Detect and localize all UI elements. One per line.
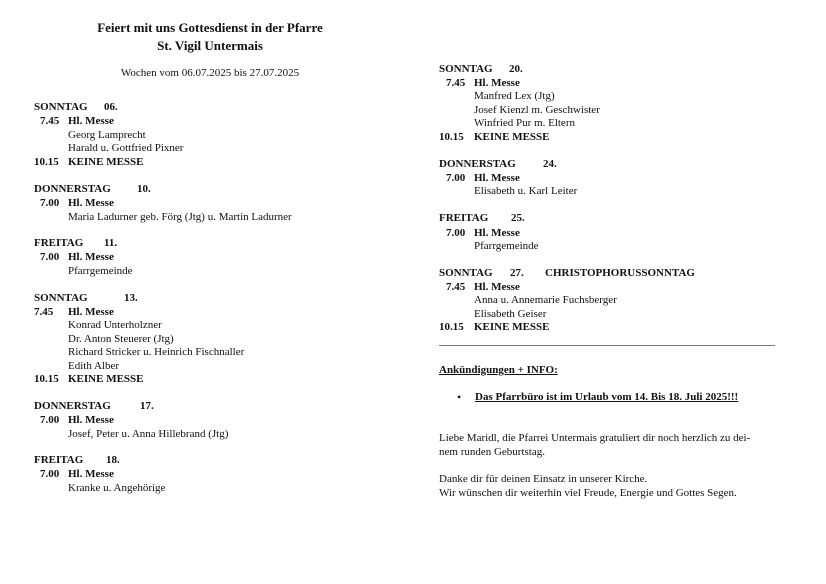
parish-name: St. Vigil Untermais: [157, 38, 263, 53]
day-name: SONNTAG: [34, 292, 88, 304]
announcements-heading: Ankündigungen + INFO:: [439, 364, 558, 376]
page-title: Feiert mit uns Gottesdienst in der Pfarre: [97, 20, 323, 35]
intention: Harald u. Gottfried Pixner: [68, 142, 184, 154]
day-date: 11.: [104, 237, 118, 249]
mass-type: Hl. Messe: [68, 306, 114, 318]
mass-type: Hl. Messe: [68, 115, 114, 127]
day-name: FREITAG: [34, 237, 84, 249]
mass-type: Hl. Messe: [474, 77, 520, 89]
no-mass: KEINE MESSE: [474, 131, 550, 143]
intention: Dr. Anton Steuerer (Jtg): [68, 333, 174, 345]
day-name: FREITAG: [439, 212, 489, 224]
day-date: 27.: [510, 267, 524, 279]
intention: Richard Stricker u. Heinrich Fischnaller: [68, 346, 245, 358]
intention: Konrad Unterholzner: [68, 319, 162, 331]
mass-time: 7.45: [446, 77, 466, 89]
mass-time: 7.00: [40, 468, 60, 480]
day-name: SONNTAG: [439, 267, 493, 279]
mass-time: 7.00: [40, 197, 60, 209]
intention: Maria Ladurner geb. Förg (Jtg) u. Martin Ladurner: [68, 211, 292, 223]
weeks-range: Wochen vom 06.07.2025 bis 27.07.2025: [120, 67, 300, 79]
section-divider: [439, 345, 775, 346]
mass-type: Hl. Messe: [474, 227, 520, 239]
intention: Kranke u. Angehörige: [68, 482, 166, 494]
mass-time: 7.00: [446, 172, 466, 184]
birthday-text-line1: Liebe Maridl, die Pfarrei Untermais gratuliert dir noch herzlich zu dei-: [439, 432, 751, 444]
intention: Josef, Peter u. Anna Hillebrand (Jtg): [68, 428, 229, 440]
day-name: SONNTAG: [439, 63, 493, 75]
no-mass: KEINE MESSE: [68, 156, 144, 168]
bullet-icon: •: [457, 390, 462, 404]
thanks-text-line2: Wir wünschen dir weiterhin viel Freude, Energie und Gottes Segen.: [439, 487, 737, 499]
mass-type: Hl. Messe: [68, 468, 114, 480]
mass-time: 7.00: [40, 414, 60, 426]
thanks-text-line1: Danke dir für deinen Einsatz in unserer Kirche.: [439, 473, 648, 485]
mass-type: Hl. Messe: [474, 172, 520, 184]
mass-type: Hl. Messe: [68, 251, 114, 263]
intention: Elisabeth Geiser: [474, 308, 547, 320]
day-name: FREITAG: [34, 454, 84, 466]
day-date: 24.: [543, 158, 557, 170]
intention: Georg Lamprecht: [68, 129, 146, 141]
mass-time: 10.15: [34, 373, 59, 385]
mass-time: 10.15: [34, 156, 59, 168]
intention: Elisabeth u. Karl Leiter: [474, 185, 578, 197]
intention: Pfarrgemeinde: [474, 240, 539, 252]
day-date: 25.: [511, 212, 525, 224]
mass-time: 7.00: [40, 251, 60, 263]
day-date: 17.: [140, 400, 154, 412]
day-date: 13.: [124, 292, 138, 304]
intention: Manfred Lex (Jtg): [474, 90, 555, 102]
day-date: 06.: [104, 101, 118, 113]
mass-type: Hl. Messe: [474, 281, 520, 293]
intention: Winfried Pur m. Eltern: [474, 117, 575, 129]
day-name: DONNERSTAG: [34, 400, 111, 412]
intention: Pfarrgemeinde: [68, 265, 133, 277]
mass-type: Hl. Messe: [68, 197, 114, 209]
mass-time: 7.45: [446, 281, 466, 293]
birthday-text-line2: nem runden Geburtstag.: [439, 446, 545, 458]
feast-name: CHRISTOPHORUSSONNTAG: [545, 267, 695, 279]
day-date: 10.: [137, 183, 151, 195]
intention: Anna u. Annemarie Fuchsberger: [474, 294, 617, 306]
mass-time: 10.15: [439, 131, 464, 143]
intention: Josef Kienzl m. Geschwister: [474, 104, 600, 116]
day-date: 20.: [509, 63, 523, 75]
no-mass: KEINE MESSE: [68, 373, 144, 385]
mass-type: Hl. Messe: [68, 414, 114, 426]
office-closed-notice: Das Pfarrbüro ist im Urlaub vom 14. Bis 18. Juli 2025!!!: [475, 391, 739, 403]
intention: Edith Alber: [68, 360, 120, 372]
mass-time: 7.45: [40, 115, 60, 127]
day-date: 18.: [106, 454, 120, 466]
day-name: SONNTAG: [34, 101, 88, 113]
mass-time: 7.45: [34, 306, 54, 318]
mass-time: 7.00: [446, 227, 466, 239]
no-mass: KEINE MESSE: [474, 321, 550, 333]
day-name: DONNERSTAG: [439, 158, 516, 170]
mass-time: 10.15: [439, 321, 464, 333]
day-name: DONNERSTAG: [34, 183, 111, 195]
